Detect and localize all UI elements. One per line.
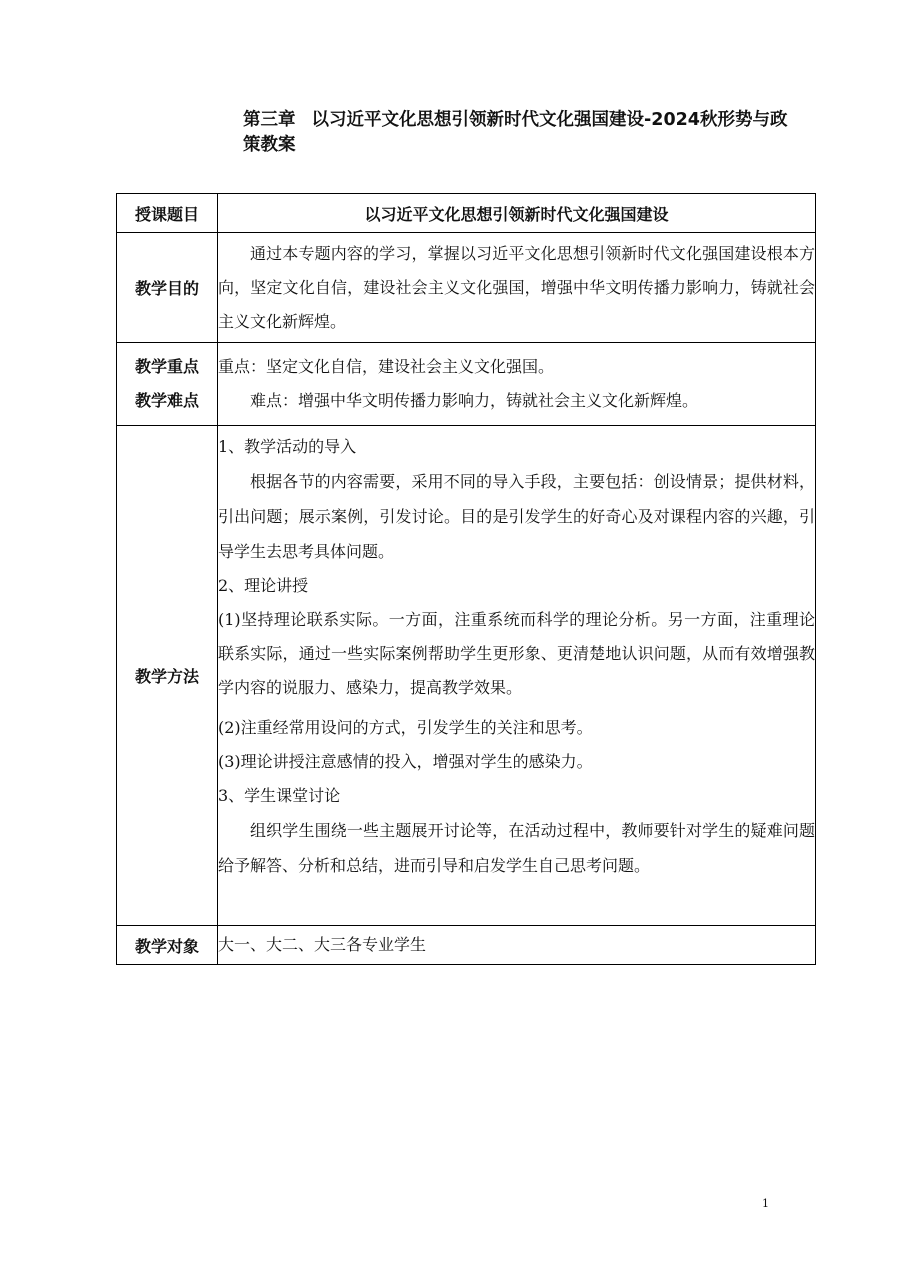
method-heading-2: 2、理论讲授: [218, 576, 309, 595]
objective-cell: [218, 233, 816, 343]
method-paragraph-1: 根据各节的内容需要，采用不同的导入手段，主要包括：创设情景；提供材料，引出问题；展示案例，引发讨论。目的是引发学生的好奇心及对课程内容的兴趣，引导学生去思考具体问题。: [218, 472, 815, 561]
method-paragraph-3: (2)注重经常用设问的方式，引发学生的关注和思考。: [218, 718, 593, 737]
audience-label: 教学对象: [117, 926, 218, 965]
subject-label: 授课题目: [117, 194, 218, 233]
title-line-2: 策教案: [243, 135, 296, 155]
method-label: 教学方法: [117, 426, 218, 926]
method-paragraph-2: (1)坚持理论联系实际。一方面，注重系统而科学的理论分析。另一方面，注重理论联系实际，通过一些实际案例帮助学生更形象、更清楚地认识问题，从而有效增强教学内容的说服力、感染力，提高教学效果。: [218, 610, 815, 697]
subject-value: 以习近平文化思想引领新时代文化强国建设: [218, 194, 816, 233]
method-cell: [218, 426, 816, 926]
document-title: [243, 108, 815, 158]
table-row-objective: [117, 233, 816, 343]
difficulty-text: 难点：增强中华文明传播力影响力，铸就社会主义文化新辉煌。: [250, 391, 699, 410]
key-point-text: 重点：坚定文化自信，建设社会主义文化强国。: [218, 357, 555, 376]
method-heading-1: 1、教学活动的导入: [218, 437, 357, 456]
method-heading-3: 3、学生课堂讨论: [218, 786, 341, 805]
method-paragraph-4: (3)理论讲授注意感情的投入，增强对学生的感染力。: [218, 752, 593, 771]
objective-label: 教学目的: [117, 233, 218, 343]
difficulty-label: 教学难点: [134, 391, 199, 410]
title-line-1: 以习近平文化思想引领新时代文化强国建设-2024秋形势与政: [311, 110, 788, 130]
table-row-audience: [117, 926, 816, 965]
focus-label-cell: [117, 343, 218, 426]
page-number: 1: [762, 1197, 769, 1210]
table-row-method: [117, 426, 816, 926]
method-paragraph-5: 组织学生围绕一些主题展开讨论等，在活动过程中，教师要针对学生的疑难问题给予解答、分析和总结，进而引导和启发学生自己思考问题。: [218, 821, 815, 875]
key-point-label: 教学重点: [134, 357, 199, 376]
focus-cell: [218, 343, 816, 426]
table-row-focus: [117, 343, 816, 426]
lesson-plan-table: [116, 193, 816, 965]
objective-text: 通过本专题内容的学习，掌握以习近平文化思想引领新时代文化强国建设根本方向，坚定文化自信，建设社会主义文化强国，增强中华文明传播力影响力，铸就社会主义文化新辉煌。: [218, 243, 815, 331]
audience-value: 大一、大二、大三各专业学生: [218, 926, 816, 965]
chapter-number: 第三章: [243, 110, 296, 130]
table-row-subject: [117, 194, 816, 233]
